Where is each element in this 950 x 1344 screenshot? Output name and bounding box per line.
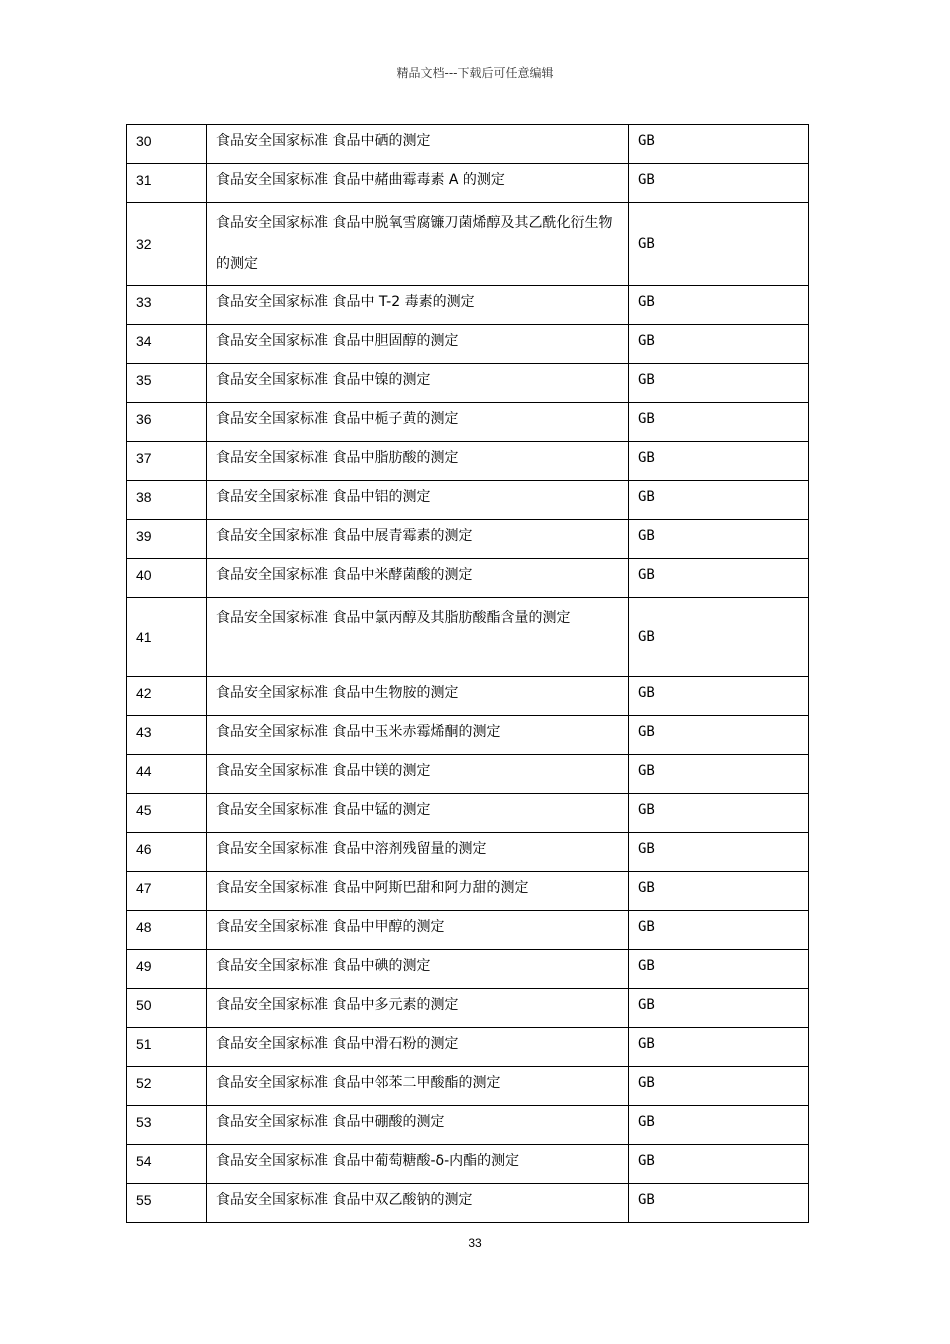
row-number: 32 [127, 203, 207, 286]
row-number: 48 [127, 911, 207, 950]
standards-table [126, 124, 809, 1223]
standard-code: GB [629, 164, 809, 203]
page-number: 33 [468, 1236, 482, 1250]
table-row [127, 442, 809, 481]
table-row [127, 1184, 809, 1223]
standard-title: 食品安全国家标准 食品中铝的测定 [207, 481, 629, 520]
table-row [127, 286, 809, 325]
standard-code: GB [629, 1184, 809, 1223]
row-number: 47 [127, 872, 207, 911]
page-header: 精品文档---下载后可任意编辑 [396, 66, 554, 80]
row-number: 34 [127, 325, 207, 364]
table-row [127, 1106, 809, 1145]
standard-title: 食品安全国家标准 食品中邻苯二甲酸酯的测定 [207, 1067, 629, 1106]
table-row [127, 794, 809, 833]
row-number: 52 [127, 1067, 207, 1106]
row-number: 30 [127, 125, 207, 164]
standard-code: GB [629, 286, 809, 325]
standard-title: 食品安全国家标准 食品中脱氧雪腐镰刀菌烯醇及其乙酰化衍生物的测定 [207, 203, 629, 286]
standard-title: 食品安全国家标准 食品中滑石粉的测定 [207, 1028, 629, 1067]
standard-code: GB [629, 1145, 809, 1184]
standard-code: GB [629, 1067, 809, 1106]
row-number: 33 [127, 286, 207, 325]
row-number: 42 [127, 677, 207, 716]
standard-code: GB [629, 872, 809, 911]
row-number: 55 [127, 1184, 207, 1223]
standard-title: 食品安全国家标准 食品中硼酸的测定 [207, 1106, 629, 1145]
standard-code: GB [629, 1106, 809, 1145]
standard-title: 食品安全国家标准 食品中玉米赤霉烯酮的测定 [207, 716, 629, 755]
standard-title: 食品安全国家标准 食品中生物胺的测定 [207, 677, 629, 716]
standard-code: GB [629, 716, 809, 755]
standard-title: 食品安全国家标准 食品中镍的测定 [207, 364, 629, 403]
standard-code: GB [629, 325, 809, 364]
table-row [127, 325, 809, 364]
row-number: 51 [127, 1028, 207, 1067]
table-row [127, 598, 809, 677]
table-row [127, 559, 809, 598]
row-number: 38 [127, 481, 207, 520]
table-row [127, 481, 809, 520]
row-number: 43 [127, 716, 207, 755]
standard-code: GB [629, 833, 809, 872]
table-row [127, 911, 809, 950]
standard-code: GB [629, 203, 809, 286]
standard-code: GB [629, 559, 809, 598]
standard-title: 食品安全国家标准 食品中胆固醇的测定 [207, 325, 629, 364]
table-row [127, 125, 809, 164]
standard-code: GB [629, 911, 809, 950]
table-row [127, 1145, 809, 1184]
standard-code: GB [629, 481, 809, 520]
standard-code: GB [629, 442, 809, 481]
table-row [127, 1067, 809, 1106]
standard-code: GB [629, 598, 809, 677]
standard-code: GB [629, 677, 809, 716]
standards-table-body [127, 125, 809, 1223]
standard-code: GB [629, 950, 809, 989]
standard-title: 食品安全国家标准 食品中葡萄糖酸-δ-内酯的测定 [207, 1145, 629, 1184]
row-number: 54 [127, 1145, 207, 1184]
standard-title: 食品安全国家标准 食品中甲醇的测定 [207, 911, 629, 950]
row-number: 44 [127, 755, 207, 794]
table-row [127, 403, 809, 442]
standard-title: 食品安全国家标准 食品中双乙酸钠的测定 [207, 1184, 629, 1223]
standard-title: 食品安全国家标准 食品中 T-2 毒素的测定 [207, 286, 629, 325]
row-number: 40 [127, 559, 207, 598]
standard-code: GB [629, 364, 809, 403]
standard-title: 食品安全国家标准 食品中硒的测定 [207, 125, 629, 164]
standard-title: 食品安全国家标准 食品中碘的测定 [207, 950, 629, 989]
standard-code: GB [629, 125, 809, 164]
table-row [127, 1028, 809, 1067]
row-number: 46 [127, 833, 207, 872]
standard-title: 食品安全国家标准 食品中镁的测定 [207, 755, 629, 794]
table-row [127, 677, 809, 716]
standard-code: GB [629, 794, 809, 833]
table-row [127, 203, 809, 286]
standard-title: 食品安全国家标准 食品中锰的测定 [207, 794, 629, 833]
table-row [127, 950, 809, 989]
table-row [127, 989, 809, 1028]
table-row [127, 716, 809, 755]
standard-code: GB [629, 755, 809, 794]
standard-code: GB [629, 1028, 809, 1067]
standard-title: 食品安全国家标准 食品中溶剂残留量的测定 [207, 833, 629, 872]
standard-code: GB [629, 989, 809, 1028]
row-number: 50 [127, 989, 207, 1028]
row-number: 49 [127, 950, 207, 989]
row-number: 39 [127, 520, 207, 559]
standard-title: 食品安全国家标准 食品中展青霉素的测定 [207, 520, 629, 559]
table-row [127, 364, 809, 403]
standard-title: 食品安全国家标准 食品中栀子黄的测定 [207, 403, 629, 442]
standard-title: 食品安全国家标准 食品中氯丙醇及其脂肪酸酯含量的测定 [207, 598, 629, 677]
row-number: 37 [127, 442, 207, 481]
table-row [127, 520, 809, 559]
row-number: 45 [127, 794, 207, 833]
standard-code: GB [629, 520, 809, 559]
table-row [127, 833, 809, 872]
row-number: 31 [127, 164, 207, 203]
row-number: 41 [127, 598, 207, 677]
table-row [127, 872, 809, 911]
standard-title: 食品安全国家标准 食品中脂肪酸的测定 [207, 442, 629, 481]
table-row [127, 755, 809, 794]
table-row [127, 164, 809, 203]
row-number: 53 [127, 1106, 207, 1145]
standard-title: 食品安全国家标准 食品中阿斯巴甜和阿力甜的测定 [207, 872, 629, 911]
standard-title: 食品安全国家标准 食品中多元素的测定 [207, 989, 629, 1028]
standard-title: 食品安全国家标准 食品中赭曲霉毒素 A 的测定 [207, 164, 629, 203]
standard-code: GB [629, 403, 809, 442]
row-number: 35 [127, 364, 207, 403]
row-number: 36 [127, 403, 207, 442]
standard-title: 食品安全国家标准 食品中米酵菌酸的测定 [207, 559, 629, 598]
